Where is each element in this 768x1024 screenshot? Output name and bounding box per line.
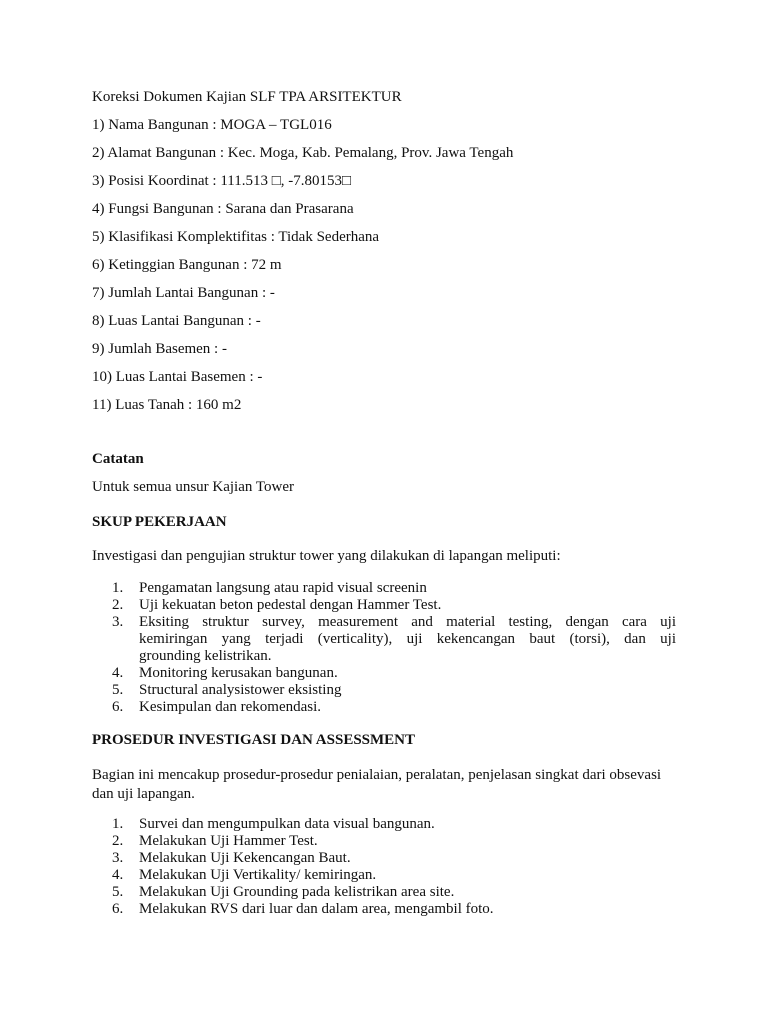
list-item: 1. Pengamatan langsung atau rapid visual screenin xyxy=(112,580,427,596)
prosedur-intro: Bagian ini mencakup prosedur-prosedur penialaian, peralatan, penjelasan singkat dari obsevasi dan uji lapangan. xyxy=(92,767,662,802)
field-klasifikasi: 5) Klasifikasi Komplektifitas : Tidak Sederhana xyxy=(92,229,380,245)
list-item: 2. Melakukan Uji Hammer Test. xyxy=(112,833,318,849)
field-luas-lantai: 8) Luas Lantai Bangunan : - xyxy=(92,313,261,329)
document-title: Koreksi Dokumen Kajian SLF TPA ARSITEKTUR xyxy=(92,89,402,105)
catatan-text: Untuk semua unsur Kajian Tower xyxy=(92,479,294,495)
skup-list xyxy=(92,580,676,716)
list-item: 2. Uji kekuatan beton pedestal dengan Hammer Test. xyxy=(112,597,442,613)
field-jumlah-basemen: 9) Jumlah Basemen : - xyxy=(92,341,227,357)
field-nama-bangunan: 1) Nama Bangunan : MOGA – TGL016 xyxy=(92,117,332,133)
field-luas-basemen: 10) Luas Lantai Basemen : - xyxy=(92,369,263,385)
list-item: 3. Eksiting struktur survey, measurement and material testing, dengan cara uji kemiringan yang terjadi (verticality), uji kekencangan baut (torsi), dan uji grounding kelistrikan. xyxy=(112,614,676,664)
skup-intro: Investigasi dan pengujian struktur tower yang dilakukan di lapangan meliputi: xyxy=(92,548,561,564)
list-item: 3. Melakukan Uji Kekencangan Baut. xyxy=(112,850,351,866)
list-item: 6. Kesimpulan dan rekomendasi. xyxy=(112,699,322,715)
field-fungsi-bangunan: 4) Fungsi Bangunan : Sarana dan Prasarana xyxy=(92,201,354,217)
skup-heading: SKUP PEKERJAAN xyxy=(92,514,227,530)
field-luas-tanah: 11) Luas Tanah : 160 m2 xyxy=(92,397,242,413)
field-alamat-bangunan: 2) Alamat Bangunan : Kec. Moga, Kab. Pemalang, Prov. Jawa Tengah xyxy=(92,145,514,161)
field-posisi-koordinat: 3) Posisi Koordinat : 111.513 □, -7.80153□ xyxy=(92,173,352,189)
prosedur-list xyxy=(92,816,676,918)
list-item: 5. Melakukan Uji Grounding pada kelistrikan area site. xyxy=(112,884,455,900)
list-item: 4. Monitoring kerusakan bangunan. xyxy=(112,665,338,681)
list-item: 6. Melakukan RVS dari luar dan dalam area, mengambil foto. xyxy=(112,901,494,917)
list-item: 5. Structural analysistower eksisting xyxy=(112,682,342,698)
field-jumlah-lantai: 7) Jumlah Lantai Bangunan : - xyxy=(92,285,275,301)
field-ketinggian: 6) Ketinggian Bangunan : 72 m xyxy=(92,257,282,273)
catatan-heading: Catatan xyxy=(92,451,144,467)
list-item: 4. Melakukan Uji Vertikality/ kemiringan. xyxy=(112,867,377,883)
prosedur-heading: PROSEDUR INVESTIGASI DAN ASSESSMENT xyxy=(92,732,416,748)
list-item: 1. Survei dan mengumpulkan data visual bangunan. xyxy=(112,816,435,832)
